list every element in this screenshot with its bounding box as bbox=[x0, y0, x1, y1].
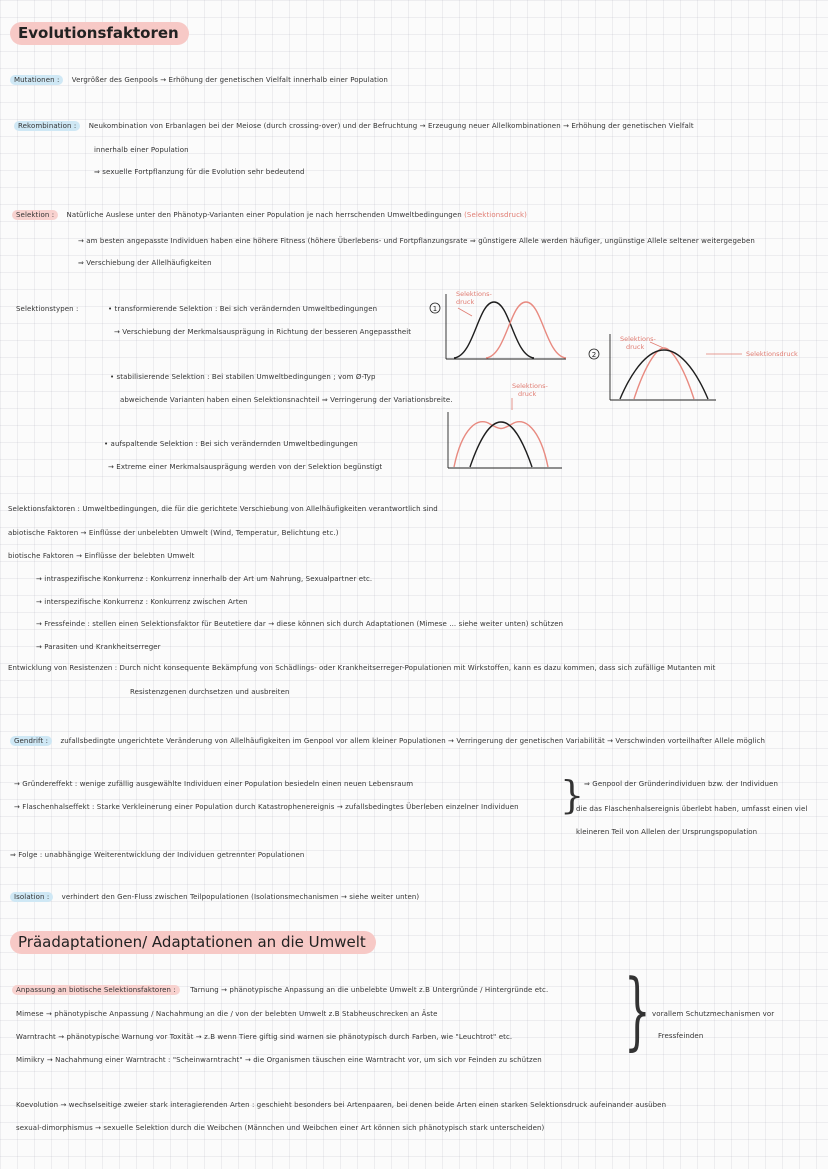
aufspaltend-title: • aufspaltende Selektion : Bei sich verändernden Umweltbedingungen bbox=[104, 440, 358, 448]
mutationen-text: Vergrößer des Genpools → Erhöhung der genetischen Vielfalt innerhalb einer Population bbox=[71, 76, 388, 84]
gendrift-text: zufallsbedingte ungerichtete Veränderung von Allelhäufigkeiten im Genpool vor allem kleiner Populationen → Verringerung der genetischen Variabilität → Verschwinden vorteilhafter Allele möglich bbox=[60, 737, 766, 745]
abiotische-faktoren: abiotische Faktoren → Einflüsse der unbelebten Umwelt (Wind, Temperatur, Belichtung etc.) bbox=[8, 529, 339, 537]
tarnung: Tarnung → phänotypische Anpassung an die unbelebte Umwelt z.B Untergründe / Hintergründe etc. bbox=[190, 986, 549, 994]
stabilisierend-title: • stabilisierende Selektion : Bei stabilen Umweltbedingungen ; vom Ø-Typ bbox=[110, 373, 376, 381]
transformierend-title: • transformierende Selektion : Bei sich verändernden Umweltbedingungen bbox=[108, 305, 378, 313]
flaschenhalseffekt: → Flaschenhalseffekt : Starke Verkleinerung einer Population durch Katastrophenereignis → zufallsbedingtes Überleben einzelner Individuen bbox=[14, 803, 519, 811]
graph1-arrow bbox=[458, 308, 472, 316]
brace-note-3: kleineren Teil von Allelen der Ursprungspopulation bbox=[576, 828, 758, 836]
brace-note-1: ⇒ Genpool der Gründerindividuen bzw. der Individuen bbox=[584, 780, 779, 788]
isolation-label: Isolation : bbox=[10, 892, 53, 902]
graph3-curve-after bbox=[454, 422, 548, 467]
graph1-label-line1: Selektions- bbox=[456, 290, 492, 298]
mimese: Mimese → phänotypische Anpassung / Nachahmung an die / von der belebten Umwelt z.B Stabheuschrecken an Äste bbox=[16, 1010, 438, 1018]
rekombination-line1: Neukombination von Erbanlagen bei der Meiose (durch crossing-over) und der Befruchtung → Erzeugung neuer Allelkombinationen → Erhöhung der genetischen Vielfalt bbox=[88, 122, 694, 130]
mutationen-label: Mutationen : bbox=[10, 75, 63, 85]
adaptationen-label: Anpassung an biotische Selektionsfaktoren : bbox=[12, 985, 180, 995]
selektionstypen-label: Selektionstypen : bbox=[16, 305, 79, 313]
rekombination-row bbox=[14, 122, 694, 130]
page-title: Evolutionsfaktoren bbox=[10, 22, 189, 45]
graph2-label-line2: druck bbox=[626, 343, 645, 351]
intraspezifische-konkurrenz: → intraspezifische Konkurrenz : Konkurrenz innerhalb der Art um Nahrung, Sexualpartner etc. bbox=[36, 575, 373, 583]
graph2-number: 2 bbox=[591, 351, 597, 359]
rekombination-label: Rekombination : bbox=[14, 121, 80, 131]
mimikry: Mimikry → Nachahmung einer Warntracht : "Scheinwarntracht" → die Organismen täuschen eine Warntracht vor, um sich vor Feinden zu schützen bbox=[16, 1056, 542, 1064]
aufspaltend-detail: → Extreme einer Merkmalsausprägung werden von der Selektion begünstigt bbox=[108, 463, 383, 471]
graph1-curve-after bbox=[486, 302, 566, 358]
gruendereffekt: → Gründereffekt : wenige zufällig ausgewählte Individuen einer Population besiedeln einen neuen Lebensraum bbox=[14, 780, 414, 788]
graph3-label-line2: druck bbox=[518, 390, 537, 398]
selektion-row bbox=[12, 211, 527, 219]
transformierend-detail: → Verschiebung der Merkmalsausprägung in Richtung der besseren Angepasstheit bbox=[114, 328, 412, 336]
selektion-line1: Natürliche Auslese unter den Phänotyp-Varianten einer Population je nach herrschenden Umweltbedingungen bbox=[66, 211, 462, 219]
interspezifische-konkurrenz: → interspezifische Konkurrenz : Konkurrenz zwischen Arten bbox=[36, 598, 248, 606]
selektionsdruck-note: (Selektionsdruck) bbox=[464, 211, 528, 219]
selektionsfaktoren-line1: Selektionsfaktoren : Umweltbedingungen, die für die gerichtete Verschiebung von Allelhäufigkeiten verantwortlich sind bbox=[8, 505, 438, 513]
graph2-curve-after bbox=[634, 348, 694, 399]
sexual-dimorphismus: sexual-dimorphismus → sexuelle Selektion durch die Weibchen (Männchen und Weibchen einer Art können sich phänotypisch stark unterscheiden) bbox=[16, 1124, 545, 1132]
fressfeinde: → Fressfeinde : stellen einen Selektionsfaktor für Beutetiere dar → diese können sich durch Adaptationen (Mimese ... siehe weiter unten) schützen bbox=[36, 620, 564, 628]
brace-note-2: die das Flaschenhalsereignis überlebt haben, umfasst einen viel bbox=[576, 805, 808, 813]
parasiten: → Parasiten und Krankheitserreger bbox=[36, 643, 161, 651]
graph3-label-line1: Selektions- bbox=[512, 382, 548, 390]
koevolution: Koevolution → wechselseitige zweier stark interagierenden Arten : geschieht besonders bei Artenpaaren, bei denen beide Arten einen starken Selektionsdruck aufeinander ausüben bbox=[16, 1101, 667, 1109]
gendrift-brace: } bbox=[560, 773, 585, 817]
gendrift-label: Gendrift : bbox=[10, 736, 52, 746]
graph2-side-label: Selektionsdruck bbox=[746, 350, 798, 358]
graph-aufspaltend bbox=[440, 378, 570, 472]
biotische-faktoren: biotische Faktoren → Einflüsse der belebten Umwelt bbox=[8, 552, 195, 560]
graph2-label-line1: Selektions- bbox=[620, 335, 656, 343]
rekombination-line3: ⇒ sexuelle Fortpflanzung für die Evolution sehr bedeutend bbox=[94, 168, 305, 176]
adaptationen-row bbox=[12, 986, 548, 994]
rekombination-line2: innerhalb einer Population bbox=[94, 146, 189, 154]
graph1-curve-before bbox=[454, 302, 534, 358]
gendrift-folge: ⇒ Folge : unabhängige Weiterentwicklung der Individuen getrennter Populationen bbox=[10, 851, 305, 859]
section-title-adaptationen: Präadaptationen/ Adaptationen an die Umwelt bbox=[10, 931, 376, 954]
stabilisierend-detail: abweichende Varianten haben einen Selektionsnachteil ⇒ Verringerung der Variationsbreite. bbox=[120, 396, 453, 404]
graph-stabilisierend bbox=[586, 328, 818, 406]
graph1-number: 1 bbox=[432, 305, 438, 313]
resistenzen-line1: Entwicklung von Resistenzen : Durch nicht konsequente Bekämpfung von Schädlings- oder Krankheitserreger-Populationen mit Wirkstoffen, kann es dazu kommen, dass sich zufällige Mutanten mit bbox=[8, 664, 716, 672]
graph1-label-line2: druck bbox=[456, 298, 475, 306]
adaptationen-brace-note-1: vorallem Schutzmechanismen vor bbox=[652, 1010, 775, 1018]
graph-transformierend bbox=[426, 286, 576, 368]
selektion-label: Selektion : bbox=[12, 210, 58, 220]
resistenzen-line2: Resistenzgenen durchsetzen und ausbreiten bbox=[130, 688, 290, 696]
graph2-curve-before bbox=[620, 350, 708, 399]
mutationen-row bbox=[10, 76, 388, 84]
gendrift-row bbox=[10, 737, 765, 745]
isolation-text: verhindert den Gen-Fluss zwischen Teilpopulationen (Isolationsmechanismen → siehe weiter unten) bbox=[61, 893, 420, 901]
warntracht: Warntracht → phänotypische Warnung vor Toxität → z.B wenn Tiere giftig sind warnen sie phänotypisch durch Farben, wie "Leuchtrot" etc. bbox=[16, 1033, 513, 1041]
selektion-line2: → am besten angepasste Individuen haben eine höhere Fitness (höhere Überlebens- und Fortpflanzungsrate ⇒ günstigere Allele werden häufiger, ungünstige Allele seltener weitergegeben bbox=[78, 237, 755, 245]
isolation-row bbox=[10, 893, 419, 901]
selektion-line3: ⇒ Verschiebung der Allelhäufigkeiten bbox=[78, 259, 212, 267]
adaptationen-brace: } bbox=[624, 961, 651, 1059]
adaptationen-brace-note-2: Fressfeinden bbox=[658, 1032, 704, 1040]
